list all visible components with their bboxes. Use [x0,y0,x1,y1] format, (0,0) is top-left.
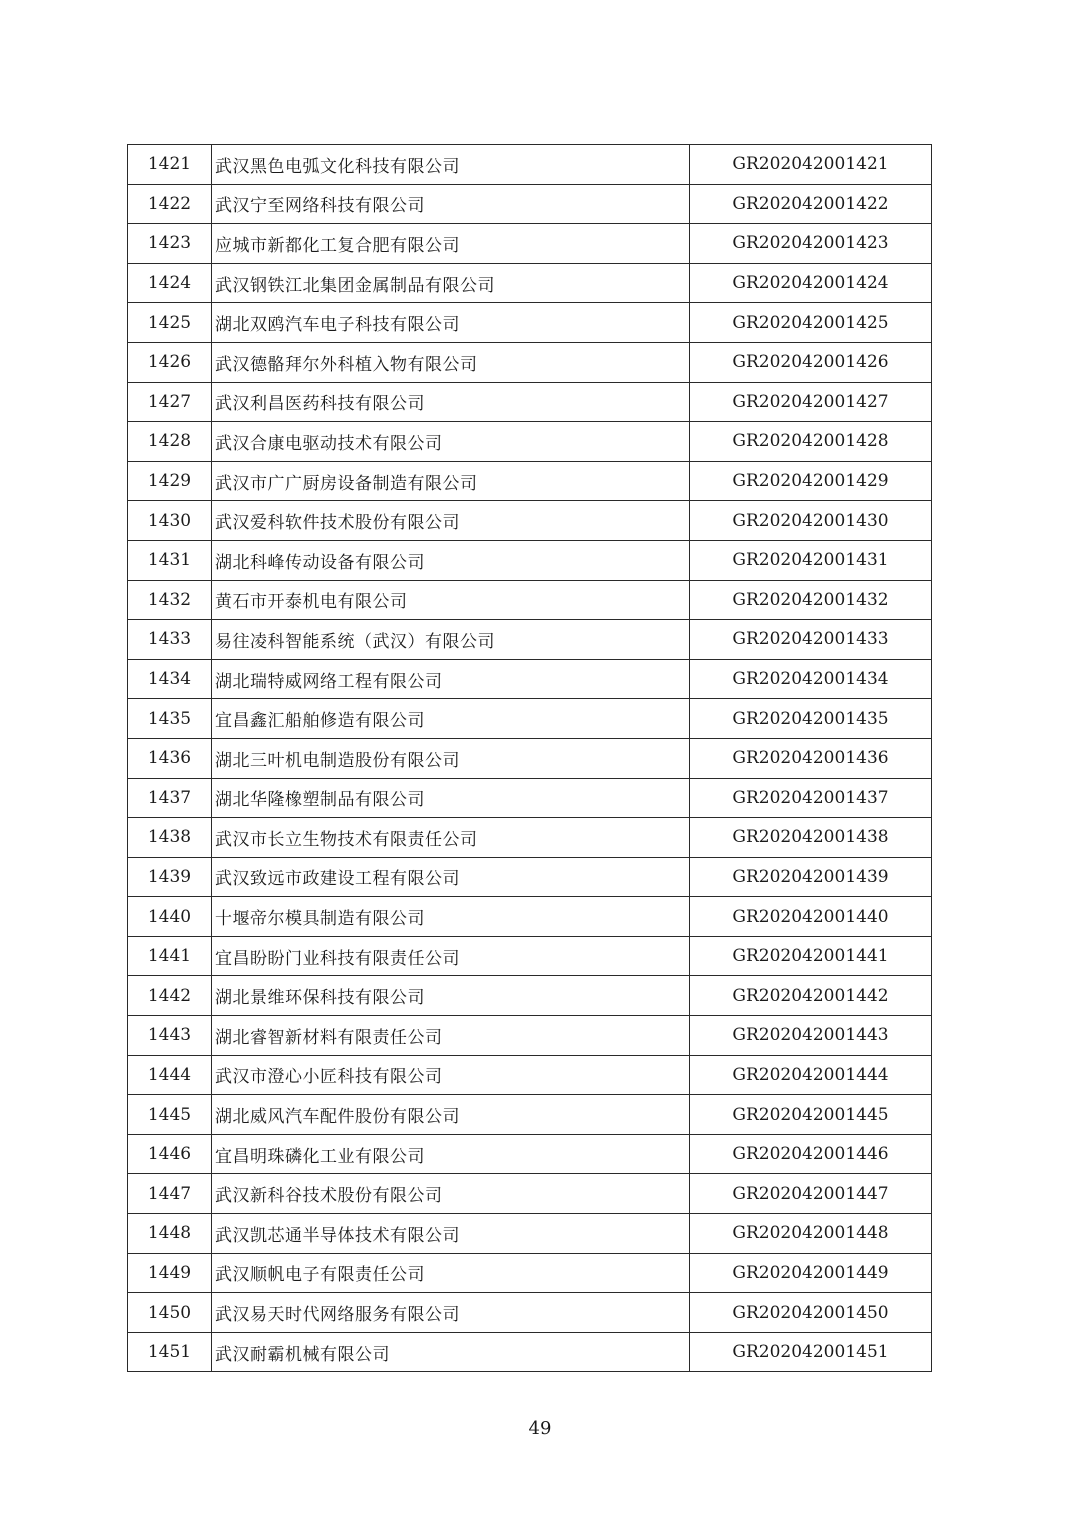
table-row [128,263,932,303]
company-name-cell: 湖北瑞特威网络工程有限公司 [212,659,690,699]
row-number-cell: 1428 [128,422,212,462]
company-name-cell: 武汉耐霸机械有限公司 [212,1332,690,1372]
row-number-cell: 1443 [128,1016,212,1056]
page-number: 49 [528,1418,552,1439]
certificate-code-cell: GR202042001421 [690,145,932,185]
row-number-cell: 1423 [128,224,212,264]
certificate-code-cell: GR202042001450 [690,1293,932,1333]
table-row [128,342,932,382]
row-number-cell: 1437 [128,778,212,818]
company-name-cell: 武汉凯芯通半导体技术有限公司 [212,1214,690,1254]
company-name-cell: 应城市新都化工复合肥有限公司 [212,224,690,264]
company-name-cell: 黄石市开泰机电有限公司 [212,580,690,620]
certificate-code-cell: GR202042001426 [690,342,932,382]
certificate-code-cell: GR202042001451 [690,1332,932,1372]
certificate-code-cell: GR202042001439 [690,857,932,897]
row-number-cell: 1441 [128,936,212,976]
certificate-code-cell: GR202042001443 [690,1016,932,1056]
certificate-code-cell: GR202042001446 [690,1134,932,1174]
table-row [128,580,932,620]
company-name-cell: 武汉易天时代网络服务有限公司 [212,1293,690,1333]
company-name-cell: 武汉市长立生物技术有限责任公司 [212,818,690,858]
table-row [128,540,932,580]
table-row [128,857,932,897]
row-number-cell: 1449 [128,1253,212,1293]
certificate-code-cell: GR202042001444 [690,1055,932,1095]
row-number-cell: 1436 [128,738,212,778]
company-name-cell: 宜昌盼盼门业科技有限责任公司 [212,936,690,976]
row-number-cell: 1434 [128,659,212,699]
table-row [128,699,932,739]
table-row [128,897,932,937]
certificate-code-cell: GR202042001425 [690,303,932,343]
row-number-cell: 1445 [128,1095,212,1135]
certificate-code-cell: GR202042001437 [690,778,932,818]
table-row [128,659,932,699]
row-number-cell: 1448 [128,1214,212,1254]
company-name-cell: 十堰帝尔模具制造有限公司 [212,897,690,937]
row-number-cell: 1429 [128,461,212,501]
row-number-cell: 1422 [128,184,212,224]
company-name-cell: 武汉新科谷技术股份有限公司 [212,1174,690,1214]
row-number-cell: 1450 [128,1293,212,1333]
certificate-code-cell: GR202042001441 [690,936,932,976]
table-row [128,461,932,501]
table-row [128,818,932,858]
table-row [128,738,932,778]
row-number-cell: 1435 [128,699,212,739]
company-name-cell: 武汉钢铁江北集团金属制品有限公司 [212,263,690,303]
company-name-cell: 湖北三叶机电制造股份有限公司 [212,738,690,778]
company-table-body [128,145,932,1372]
row-number-cell: 1451 [128,1332,212,1372]
certificate-code-cell: GR202042001448 [690,1214,932,1254]
certificate-code-cell: GR202042001440 [690,897,932,937]
company-name-cell: 武汉黑色电弧文化科技有限公司 [212,145,690,185]
company-name-cell: 湖北双鸥汽车电子科技有限公司 [212,303,690,343]
table-row [128,303,932,343]
company-table [127,144,932,1372]
certificate-code-cell: GR202042001422 [690,184,932,224]
row-number-cell: 1430 [128,501,212,541]
certificate-code-cell: GR202042001423 [690,224,932,264]
certificate-code-cell: GR202042001424 [690,263,932,303]
certificate-code-cell: GR202042001447 [690,1174,932,1214]
table-row [128,1016,932,1056]
certificate-code-cell: GR202042001434 [690,659,932,699]
table-row [128,1095,932,1135]
row-number-cell: 1433 [128,620,212,660]
table-row [128,976,932,1016]
table-row [128,382,932,422]
table-row [128,936,932,976]
table-row [128,1134,932,1174]
row-number-cell: 1426 [128,342,212,382]
table-row [128,1055,932,1095]
row-number-cell: 1424 [128,263,212,303]
row-number-cell: 1431 [128,540,212,580]
company-name-cell: 宜昌明珠磷化工业有限公司 [212,1134,690,1174]
table-row [128,1332,932,1372]
table-row [128,1253,932,1293]
certificate-code-cell: GR202042001432 [690,580,932,620]
table-row [128,224,932,264]
company-name-cell: 武汉致远市政建设工程有限公司 [212,857,690,897]
company-name-cell: 武汉宁至网络科技有限公司 [212,184,690,224]
company-name-cell: 湖北睿智新材料有限责任公司 [212,1016,690,1056]
row-number-cell: 1447 [128,1174,212,1214]
row-number-cell: 1432 [128,580,212,620]
company-name-cell: 湖北科峰传动设备有限公司 [212,540,690,580]
company-name-cell: 湖北景维环保科技有限公司 [212,976,690,1016]
company-name-cell: 宜昌鑫汇船舶修造有限公司 [212,699,690,739]
row-number-cell: 1421 [128,145,212,185]
certificate-code-cell: GR202042001442 [690,976,932,1016]
certificate-code-cell: GR202042001435 [690,699,932,739]
table-row [128,501,932,541]
row-number-cell: 1446 [128,1134,212,1174]
table-row [128,1174,932,1214]
row-number-cell: 1439 [128,857,212,897]
certificate-code-cell: GR202042001429 [690,461,932,501]
table-row [128,1214,932,1254]
table-row [128,145,932,185]
certificate-code-cell: GR202042001436 [690,738,932,778]
certificate-code-cell: GR202042001430 [690,501,932,541]
row-number-cell: 1438 [128,818,212,858]
table-row [128,422,932,462]
company-name-cell: 湖北威风汽车配件股份有限公司 [212,1095,690,1135]
certificate-code-cell: GR202042001433 [690,620,932,660]
row-number-cell: 1427 [128,382,212,422]
company-name-cell: 武汉德骼拜尔外科植入物有限公司 [212,342,690,382]
company-name-cell: 湖北华隆橡塑制品有限公司 [212,778,690,818]
row-number-cell: 1440 [128,897,212,937]
table-row [128,778,932,818]
company-name-cell: 武汉顺帆电子有限责任公司 [212,1253,690,1293]
company-name-cell: 武汉市广广厨房设备制造有限公司 [212,461,690,501]
row-number-cell: 1425 [128,303,212,343]
company-name-cell: 武汉合康电驱动技术有限公司 [212,422,690,462]
company-name-cell: 武汉爱科软件技术股份有限公司 [212,501,690,541]
certificate-code-cell: GR202042001431 [690,540,932,580]
company-name-cell: 武汉利昌医药科技有限公司 [212,382,690,422]
certificate-code-cell: GR202042001445 [690,1095,932,1135]
table-row [128,184,932,224]
certificate-code-cell: GR202042001449 [690,1253,932,1293]
row-number-cell: 1442 [128,976,212,1016]
certificate-code-cell: GR202042001438 [690,818,932,858]
company-name-cell: 易往凌科智能系统（武汉）有限公司 [212,620,690,660]
table-row [128,620,932,660]
company-name-cell: 武汉市澄心小匠科技有限公司 [212,1055,690,1095]
table-row [128,1293,932,1333]
certificate-code-cell: GR202042001428 [690,422,932,462]
certificate-code-cell: GR202042001427 [690,382,932,422]
row-number-cell: 1444 [128,1055,212,1095]
